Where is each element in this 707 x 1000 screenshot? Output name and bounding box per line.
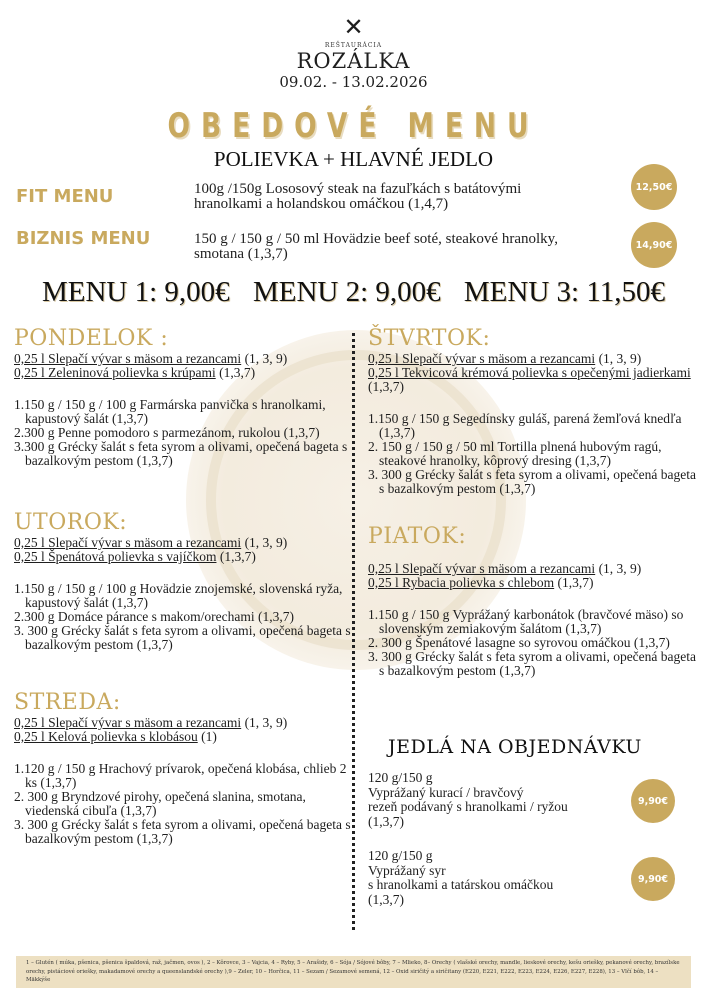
order-item — [368, 849, 618, 907]
day-name: PIATOK: — [368, 524, 467, 549]
special-desc-line: hranolkami a holandskou omáčkou (1,4,7) — [194, 196, 449, 212]
soup-item — [368, 562, 698, 576]
main-dishes — [368, 412, 698, 496]
allergen-codes: (1) — [201, 729, 217, 744]
special-desc-line: 150 g / 150 g / 50 ml Hovädzie beef soté, steakové hranolky, — [194, 231, 558, 247]
main-dish: 1.120 g / 150 g Hrachový prívarok, opečená klobása, chlieb 2 ks (1,3,7) — [14, 761, 347, 790]
main-dish: 3. 300 g Grécky šalát s feta syrom a olivami, opečená bageta s bazalkovým pestom (1,3,7) — [14, 817, 351, 846]
special-desc-line: 100g /150g Lososový steak na fazuľkách s batátovými — [194, 181, 522, 197]
main-dishes — [368, 608, 698, 678]
allergen-codes: (1, 3, 9) — [244, 351, 288, 366]
soup-name: 0,25 l Rybacia polievka s chlebom — [368, 575, 555, 590]
main-dish: 3. 300 g Grécky šalát s feta syrom a olivami, opečená bageta s bazalkovým pestom (1,3,7) — [14, 623, 351, 652]
main-dish: 3.300 g Grécky šalát s feta syrom a olivami, opečená bageta s bazalkovým pestom (1,3,7) — [14, 439, 348, 468]
date-range: 09.02. - 13.02.2026 — [279, 73, 428, 91]
order-item-line: 120 g/150 g — [368, 848, 433, 863]
special-desc — [194, 232, 594, 262]
fork-knife-cross-icon: ✕ — [343, 13, 364, 41]
allergen-codes: (1, 3, 9) — [244, 715, 288, 730]
main-dish: 1.150 g / 150 g Vyprážaný karbonátok (bravčové mäso) so slovenským zemiakovým šalátom (1,3,7) — [368, 607, 684, 636]
allergen-codes: (1, 3, 9) — [598, 351, 642, 366]
main-dish: 2. 300 g Špenátové lasagne so syrovou omáčkou (1,3,7) — [368, 635, 670, 650]
soup-item — [368, 352, 698, 366]
soup-name: 0,25 l Kelová polievka s klobásou — [14, 729, 198, 744]
day-name: STREDA: — [14, 690, 121, 715]
day-wednesday — [14, 690, 354, 846]
soup-name: 0,25 l Tekvicová krémová polievka s opečenými jadierkami — [368, 365, 691, 380]
soup-name: 0,25 l Slepačí vývar s mäsom a rezancami — [368, 351, 596, 366]
special-label: BIZNIS MENU — [16, 228, 151, 249]
special-desc-line: smotana (1,3,7) — [194, 246, 288, 262]
order-item-line: (1,3,7) — [368, 813, 404, 829]
allergen-codes: (1,3,7) — [219, 549, 256, 564]
menu-price: MENU 3: 11,50€ — [463, 276, 666, 308]
main-dishes — [14, 582, 354, 652]
main-dish: 2.300 g Penne pomodoro s parmezánom, rukolou (1,3,7) — [14, 425, 320, 440]
allergen-codes: (1,3,7) — [219, 365, 256, 380]
soup-name: 0,25 l Slepačí vývar s mäsom a rezancami — [14, 535, 242, 550]
header — [0, 14, 707, 91]
soup-item — [14, 536, 354, 550]
soup-item — [14, 730, 354, 744]
price-badge: 9,90€ — [631, 857, 675, 901]
soup-name: 0,25 l Slepačí vývar s mäsom a rezancami — [14, 351, 242, 366]
order-item-line: s hranolkami a tatárskou omáčkou — [368, 877, 554, 892]
price-badge: 12,50€ — [631, 164, 677, 210]
page-title: OBEDOVÉ MENU — [167, 106, 540, 146]
soup-name: 0,25 l Špenátová polievka s vajíčkom — [14, 549, 217, 564]
price-badge: 9,90€ — [631, 779, 675, 823]
restaurant-subtitle: REŠTAURÁCIA — [324, 42, 383, 49]
allergen-legend: 1 – Glutén ( múka, pšenica, pšenica špaldová, raž, jačmen, ovos ), 2 – Kôrovce, 3 – Vajcia, 4 – Ryby, 5 – Arašidy, 6 – Sója / Sójové bôby, 7 – Mlieko, 8– Orechy ( vlašské orechy, mandle, lieskové orechy, kešu oriešky, pekanové orechy, brazílske orechy, pistáciové oriešky, makadamové orechy a queenslandské orechy ),9 – Zeler, 10 – Horčica, 11 – Sezam / Sezamové semená, 12 – Oxid siričitý a siričitany (E220, E221, E222, E223, E224, E226, E227, E228), 13 – Vlčí bôb, 14 – Mäkkýše — [16, 956, 691, 988]
order-item-line: rezeň podávaný s hranolkami / ryžou — [368, 799, 568, 814]
allergen-codes: (1,3,7) — [368, 379, 404, 394]
soup-name: 0,25 l Zeleninová polievka s krúpami — [14, 365, 216, 380]
allergen-codes: (1, 3, 9) — [244, 535, 288, 550]
soup-name: 0,25 l Slepačí vývar s mäsom a rezancami — [368, 561, 596, 576]
soup-name: 0,25 l Slepačí vývar s mäsom a rezancami — [14, 715, 242, 730]
day-monday — [14, 326, 354, 468]
allergen-codes: (1,3,7) — [557, 575, 594, 590]
main-dish: 2. 300 g Bryndzové pirohy, opečená slanina, smotana, viedenská cibuľa (1,3,7) — [14, 789, 306, 818]
menu-price: MENU 1: 9,00€ — [41, 276, 230, 308]
order-item — [368, 771, 618, 829]
order-item-line: Vyprážaný syr — [368, 862, 446, 878]
day-friday — [368, 524, 698, 678]
special-label: FIT MENU — [16, 186, 114, 207]
main-dish: 1.150 g / 150 g / 100 g Hovädzie znojemské, slovenská ryža, kapustový šalát (1,3,7) — [14, 581, 343, 610]
order-item-line: Vyprážaný kurací / bravčový — [368, 784, 524, 800]
soup-item — [368, 576, 698, 590]
soup-item — [14, 352, 354, 366]
special-biznis-menu — [0, 226, 707, 272]
main-dish: 2. 150 g / 150 g / 50 ml Tortilla plnená hubovým ragú, steakové hranolky, kôprový dresing (1,3,7) — [368, 439, 662, 468]
order-item-line: (1,3,7) — [368, 891, 404, 907]
restaurant-name: ROZÁLKA — [296, 49, 411, 73]
special-fit-menu — [0, 180, 707, 226]
main-dishes — [14, 398, 354, 468]
soup-item — [14, 550, 354, 564]
soup-item — [14, 716, 354, 730]
menu-price: MENU 2: 9,00€ — [252, 276, 441, 308]
main-dish: 3. 300 g Grécky šalát s feta syrom a olivami, opečená bageta s bazalkovým pestom (1,3,7) — [368, 649, 697, 678]
price-badge: 14,90€ — [631, 222, 677, 268]
special-desc — [194, 182, 594, 212]
menu-prices — [0, 276, 707, 309]
main-dishes — [14, 762, 354, 846]
main-dish: 3. 300 g Grécky šalát s feta syrom a olivami, opečená bageta s bazalkovým pestom (1,3,7) — [368, 467, 697, 496]
soup-item — [368, 366, 698, 394]
page-subtitle: POLIEVKA + HLAVNÉ JEDLO — [213, 147, 494, 171]
day-name: ŠTVRTOK: — [368, 326, 491, 351]
day-name: PONDELOK : — [14, 326, 169, 351]
day-name: UTOROK: — [14, 510, 128, 535]
allergen-codes: (1, 3, 9) — [598, 561, 642, 576]
main-dish: 2.300 g Domáce párance s makom/orechami (1,3,7) — [14, 609, 295, 624]
main-dish: 1.150 g / 150 g / 100 g Farmárska panvička s hranolkami, kapustový šalát (1,3,7) — [14, 397, 326, 426]
main-dish: 1.150 g / 150 g Segedínsky guláš, parená žemľová knedľa (1,3,7) — [368, 411, 682, 440]
day-tuesday — [14, 510, 354, 652]
day-thursday — [368, 326, 698, 496]
order-section-title: JEDLÁ NA OBJEDNÁVKU — [388, 736, 642, 758]
order-item-line: 120 g/150 g — [368, 770, 433, 785]
soup-item — [14, 366, 354, 380]
